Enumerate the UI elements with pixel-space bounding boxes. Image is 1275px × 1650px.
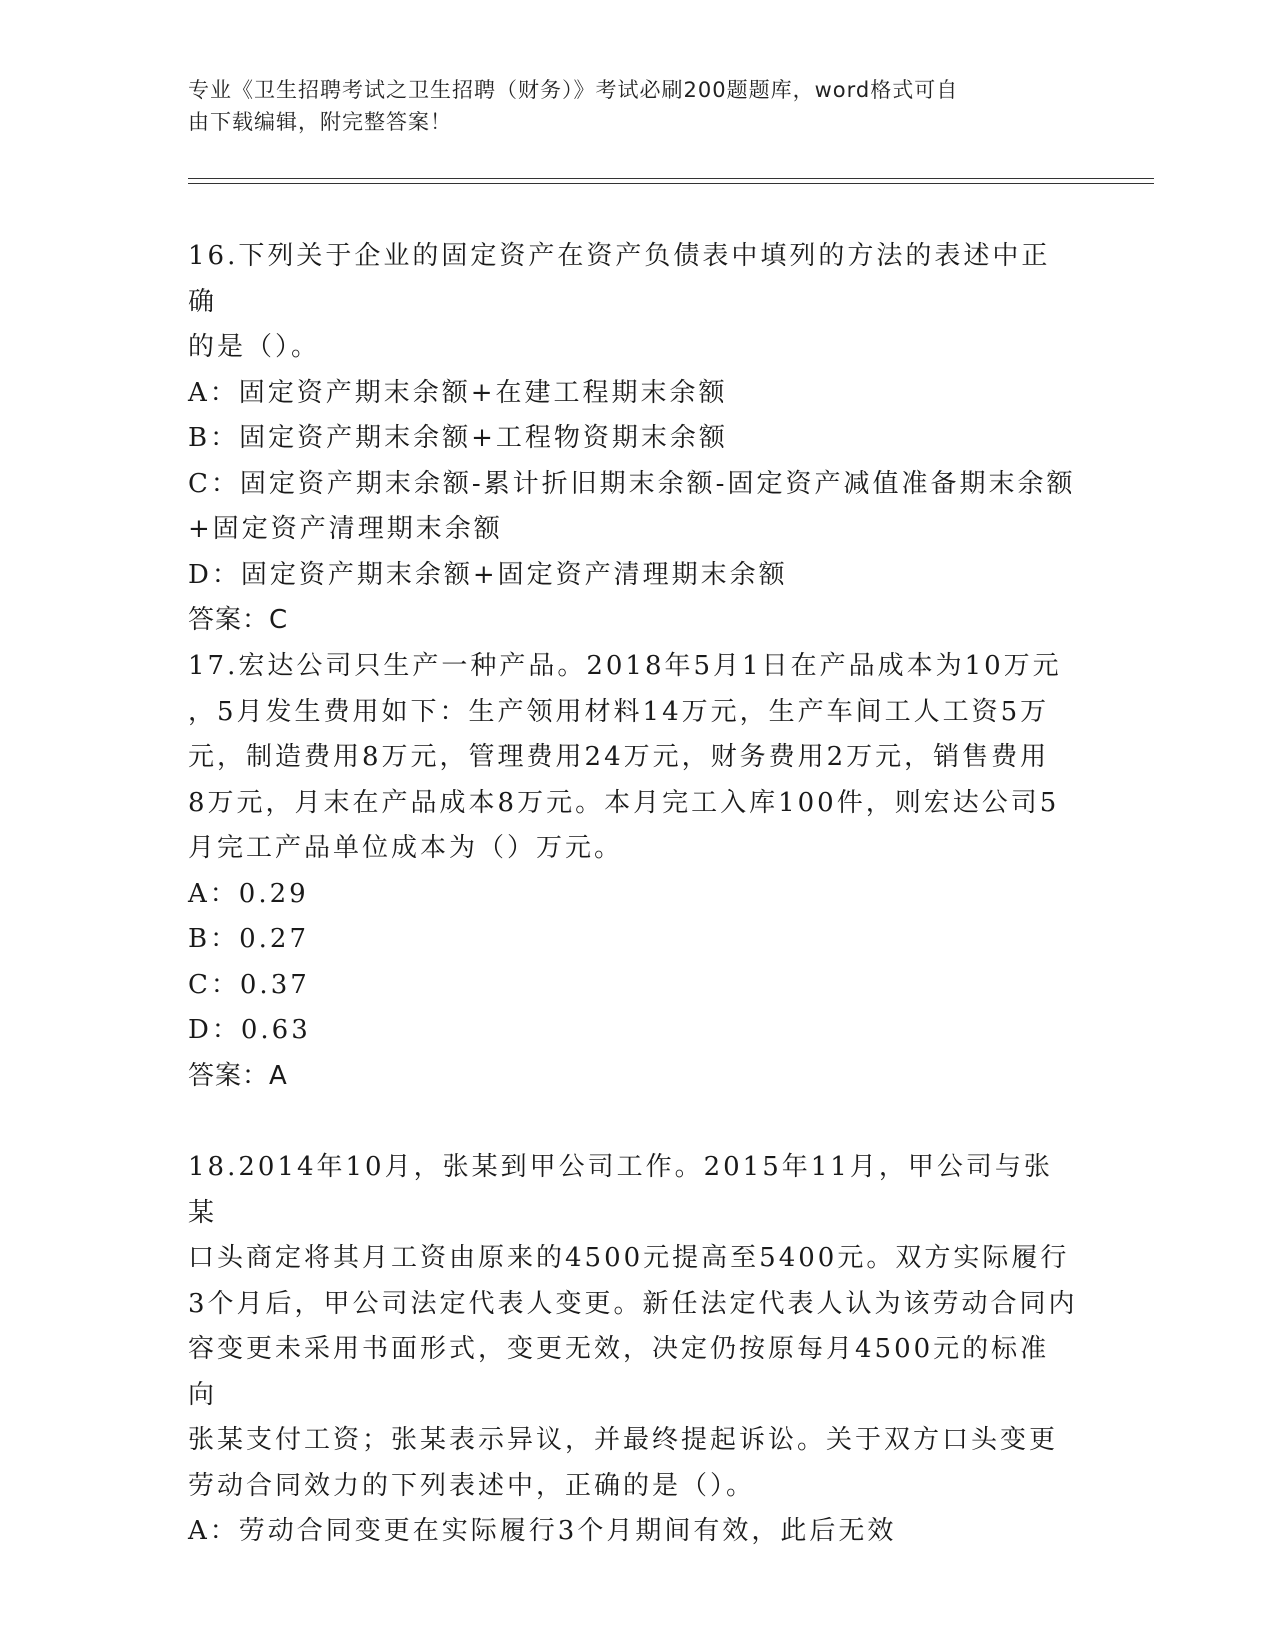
question-stem-line: 8万元，月末在产品成本8万元。本月完工入库100件，则宏达公司5 bbox=[188, 787, 1060, 818]
option-b: B：固定资产期末余额+工程物资期末余额 bbox=[188, 423, 728, 453]
header-divider-bottom bbox=[188, 183, 1154, 184]
option-d: D：固定资产期末余额+固定资产清理期末余额 bbox=[188, 559, 788, 590]
question-stem-line: 张某支付工资；张某表示异议，并最终提起诉讼。关于双方口头变更 bbox=[188, 1425, 1059, 1455]
option-a: A：劳动合同变更在实际履行3个月期间有效，此后无效 bbox=[188, 1516, 897, 1546]
question-stem-line: ，5月发生费用如下：生产领用材料14万元，生产车间工人工资5万 bbox=[188, 696, 1050, 727]
question-stem-line: 16.下列关于企业的固定资产在资产负债表中填列的方法的表述中正确 bbox=[188, 241, 1051, 317]
question-stem-line: 容变更未采用书面形式，变更无效，决定仍按原每月4500元的标准向 bbox=[188, 1334, 1050, 1410]
question-stem-line: 的是（）。 bbox=[188, 332, 321, 362]
option-b: B：0.27 bbox=[188, 924, 309, 954]
question-17 bbox=[188, 644, 1078, 1099]
option-c: C：0.37 bbox=[188, 969, 310, 1000]
question-stem-line: 元，制造费用8万元，管理费用24万元，财务费用2万元，销售费用 bbox=[188, 742, 1050, 772]
header-line: 专业《卫生招聘考试之卫生招聘（财务）》考试必刷200题题库，word格式可自 bbox=[188, 78, 959, 102]
question-stem-line: 口头商定将其月工资由原来的4500元提高至5400元。双方实际履行 bbox=[188, 1243, 1070, 1273]
question-stem-line: 3个月后，甲公司法定代表人变更。新任法定代表人认为该劳动合同内 bbox=[188, 1288, 1078, 1319]
option-a: A：固定资产期末余额+在建工程期末余额 bbox=[188, 377, 728, 408]
option-c: C：固定资产期末余额-累计折旧期末余额-固定资产减值准备期末余额 bbox=[188, 468, 1076, 499]
question-16 bbox=[188, 234, 1078, 644]
question-stem-line: 17.宏达公司只生产一种产品。2018年5月1日在产品成本为10万元 bbox=[188, 651, 1062, 681]
question-stem-line: 18.2014年10月，张某到甲公司工作。2015年11月，甲公司与张某 bbox=[188, 1152, 1053, 1228]
question-stem-line: 月完工产品单位成本为（）万元。 bbox=[188, 833, 624, 863]
header-divider-top bbox=[188, 178, 1154, 179]
option-c-continued: +固定资产清理期末余额 bbox=[188, 514, 503, 544]
option-a: A：0.29 bbox=[188, 878, 309, 909]
header-line: 由下载编辑，附完整答案！ bbox=[188, 110, 452, 134]
answer: 答案：C bbox=[188, 605, 289, 635]
answer: 答案：A bbox=[188, 1060, 288, 1091]
document-header bbox=[188, 74, 1068, 138]
question-18 bbox=[188, 1145, 1078, 1555]
option-d: D：0.63 bbox=[188, 1015, 311, 1045]
question-stem-line: 劳动合同效力的下列表述中，正确的是（）。 bbox=[188, 1470, 756, 1501]
